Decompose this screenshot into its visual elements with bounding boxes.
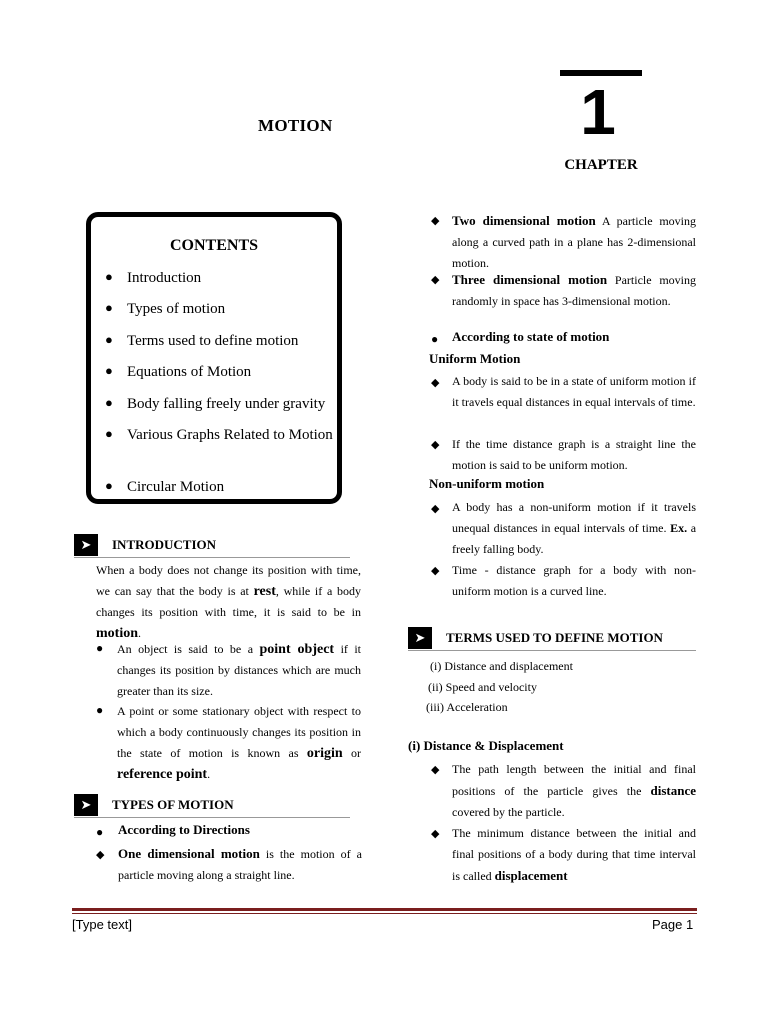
bullet-icon: ●	[96, 825, 104, 839]
diamond-icon: ◆	[96, 848, 105, 861]
diamond-icon: ◆	[431, 273, 440, 286]
intro-bullet-point-object: An object is said to be a point object if it changes its position by distances which are much greater than its size.	[117, 642, 362, 698]
nonuniform-point-1: A body has a non-uniform motion if it travels unequal distances in equal intervals of time. Ex. a freely falling body.	[452, 500, 697, 556]
terms-list-item: (ii) Speed and velocity	[428, 680, 537, 694]
divider	[74, 817, 350, 818]
one-dimensional-motion: One dimensional motion is the motion of a particle moving along a straight line.	[118, 846, 362, 882]
intro-paragraph: When a body does not change its position with time, we can say that the body is at rest, while if a body changes its position with time, it is said to be in motion.	[96, 563, 361, 641]
diamond-icon: ◆	[431, 827, 440, 840]
distance-definition: The path length between the initial and final positions of the particle gives the distance covered by the particle.	[452, 762, 697, 819]
footer-rule	[72, 908, 697, 911]
three-dimensional-motion: Three dimensional motion Particle moving randomly in space has 3-dimensional motion.	[452, 272, 696, 308]
diamond-icon: ◆	[431, 376, 440, 389]
chapter-label: CHAPTER	[564, 157, 638, 173]
arrow-icon: ➤	[74, 794, 98, 816]
according-state: According to state of motion	[452, 329, 610, 344]
page-title: MOTION	[258, 116, 333, 135]
nonuniform-point-2: Time - distance graph for a body with non-uniform motion is a curved line.	[452, 563, 696, 598]
contents-item-graphs: ● Various Graphs Related to Motion	[127, 424, 337, 446]
contents-title: CONTENTS	[169, 237, 259, 254]
distance-displacement-heading: (i) Distance & Displacement	[408, 738, 564, 753]
uniform-point-2: If the time distance graph is a straight line the motion is said to be uniform motion.	[452, 437, 696, 472]
terms-list-item: (iii) Acceleration	[426, 700, 508, 714]
section-label: TYPES OF MOTION	[112, 797, 234, 812]
contents-item-introduction: ● Introduction	[127, 267, 337, 289]
displacement-definition: The minimum distance between the initial and final positions of a body during that time interval is called displacement	[452, 826, 696, 883]
diamond-icon: ◆	[431, 564, 440, 577]
contents-item-falling: ● Body falling freely under gravity	[127, 393, 337, 415]
nonuniform-heading: Non-uniform motion	[429, 476, 545, 491]
contents-item-equations: ● Equations of Motion	[127, 361, 337, 383]
terms-list-item: (i) Distance and displacement	[430, 659, 573, 673]
section-label: INTRODUCTION	[112, 537, 217, 552]
section-types-heading	[74, 794, 234, 816]
diamond-icon: ◆	[431, 438, 440, 451]
chapter-number: 1	[580, 76, 616, 148]
bullet-icon: ●	[96, 641, 104, 655]
diamond-icon: ◆	[431, 214, 440, 227]
divider	[408, 650, 696, 651]
section-label: TERMS USED TO DEFINE MOTION	[446, 630, 663, 645]
diamond-icon: ◆	[431, 763, 440, 776]
uniform-heading: Uniform Motion	[429, 351, 521, 366]
contents-box	[86, 212, 342, 504]
contents-item-circular: ● Circular Motion	[127, 476, 337, 498]
intro-bullet-origin: A point or some stationary object with respect to which a body continuously changes its position in the state of motion is known as origin or reference point.	[117, 704, 362, 782]
bullet-icon: ●	[96, 703, 104, 717]
uniform-point-1: A body is said to be in a state of uniform motion if it travels equal distances in equal intervals of time.	[452, 374, 696, 409]
contents-item-types: ● Types of motion	[127, 298, 337, 320]
footer-left-text: [Type text]	[72, 917, 132, 932]
section-terms-heading	[408, 627, 663, 649]
arrow-icon: ➤	[74, 534, 98, 556]
arrow-icon: ➤	[408, 627, 432, 649]
two-dimensional-motion: Two dimensional motion A particle moving along a curved path in a plane has 2-dimensional motion.	[452, 213, 696, 270]
divider	[74, 557, 350, 558]
section-introduction-heading	[74, 534, 216, 556]
diamond-icon: ◆	[431, 502, 440, 515]
bullet-icon: ●	[431, 332, 439, 346]
footer-rule-thin	[72, 913, 697, 914]
footer-page-number: Page 1	[652, 917, 694, 932]
contents-item-terms: ● Terms used to define motion	[127, 330, 337, 352]
according-directions: According to Directions	[118, 822, 250, 837]
